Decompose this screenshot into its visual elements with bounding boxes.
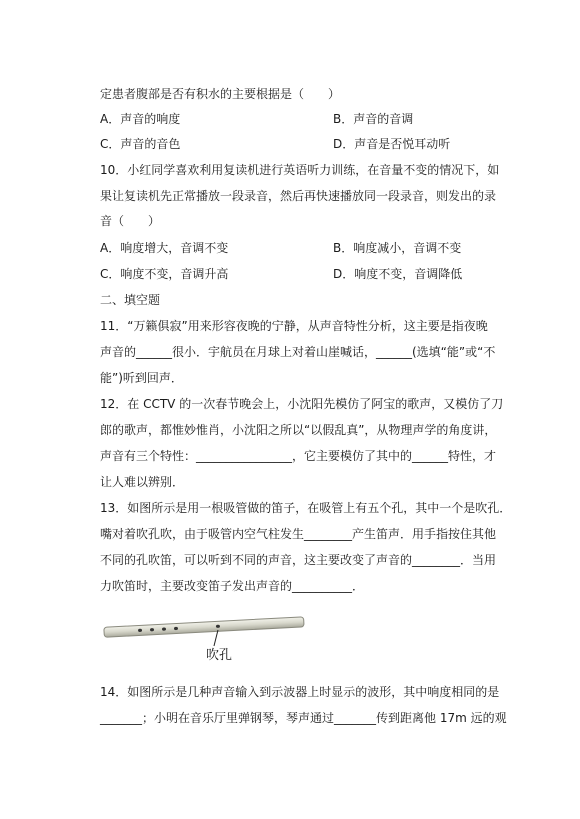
q12-line-3: 声音有三个特性：________________，它主要模仿了其中的______特性，才	[100, 449, 497, 463]
q12-line-2: 郎的歌声，都惟妙惟肖，小沈阳之所以“以假乱真”，从物理声学的角度讲，	[100, 423, 497, 437]
q11-line-1: 11．“万籁俱寂”用来形容夜晚的宁静，从声音特性分析，这主要是指夜晚	[100, 319, 488, 333]
q11-line-2: 声音的______很小．宇航员在月球上对着山崖喊话，______(选填“能”或“不	[100, 345, 496, 359]
flute-icon	[100, 608, 310, 668]
q10-line-1: 10．小红同学喜欢利用复读机进行英语听力训练，在音量不变的情况下，如	[100, 163, 500, 177]
q11-line-3: 能”)听到回声．	[100, 371, 183, 385]
q10-option-a: A．响度增大，音调不变	[100, 241, 229, 255]
q9-option-c: C．声音的音色	[100, 137, 181, 151]
q13-line-2: 嘴对着吹孔吹，由于吸管内空气柱发生________产生笛声．用手指按住其他	[100, 527, 497, 541]
q10-option-b: B．响度减小，音调不变	[333, 241, 462, 255]
blow-hole-label: 吹孔	[206, 648, 233, 663]
q13-line-4: 力吹笛时，主要改变笛子发出声音的__________．	[100, 579, 365, 593]
section-title: 二、填空题	[100, 293, 161, 307]
q9-stem-tail: 定患者腹部是否有积水的主要根据是（ ）	[100, 87, 341, 101]
q14-line-2: _______；小明在音乐厅里弹钢琴，琴声通过_______传到距离他 17m 远的观	[100, 711, 507, 725]
q12-line-1: 12．在 CCTV 的一次春节晚会上，小沈阳先模仿了阿宝的歌声，又模仿了刀	[100, 397, 504, 411]
q9-option-a: A．声音的响度	[100, 112, 181, 126]
q10-option-d: D．响度不变，音调降低	[333, 267, 463, 281]
q10-line-2: 果让复读机先正常播放一段录音，然后再快速播放同一段录音，则发出的录	[100, 189, 497, 203]
q9-option-d: D．声音是否悦耳动听	[333, 137, 451, 151]
q14-line-1: 14．如图所示是几种声音输入到示波器上时显示的波形，其中响度相同的是	[100, 685, 500, 699]
q10-option-c: C．响度不变，音调升高	[100, 267, 229, 281]
flute-figure	[100, 608, 310, 668]
q12-line-4: 让人难以辨别．	[100, 475, 185, 489]
q13-line-3: 不同的孔吹笛，可以听到不同的声音，这主要改变了声音的________．当用	[100, 553, 497, 567]
q9-option-b: B．声音的音调	[333, 112, 414, 126]
q10-line-3: 音（ ）	[100, 214, 161, 228]
q13-line-1: 13．如图所示是用一根吸管做的笛子，在吸管上有五个孔，其中一个是吹孔．	[100, 501, 512, 515]
